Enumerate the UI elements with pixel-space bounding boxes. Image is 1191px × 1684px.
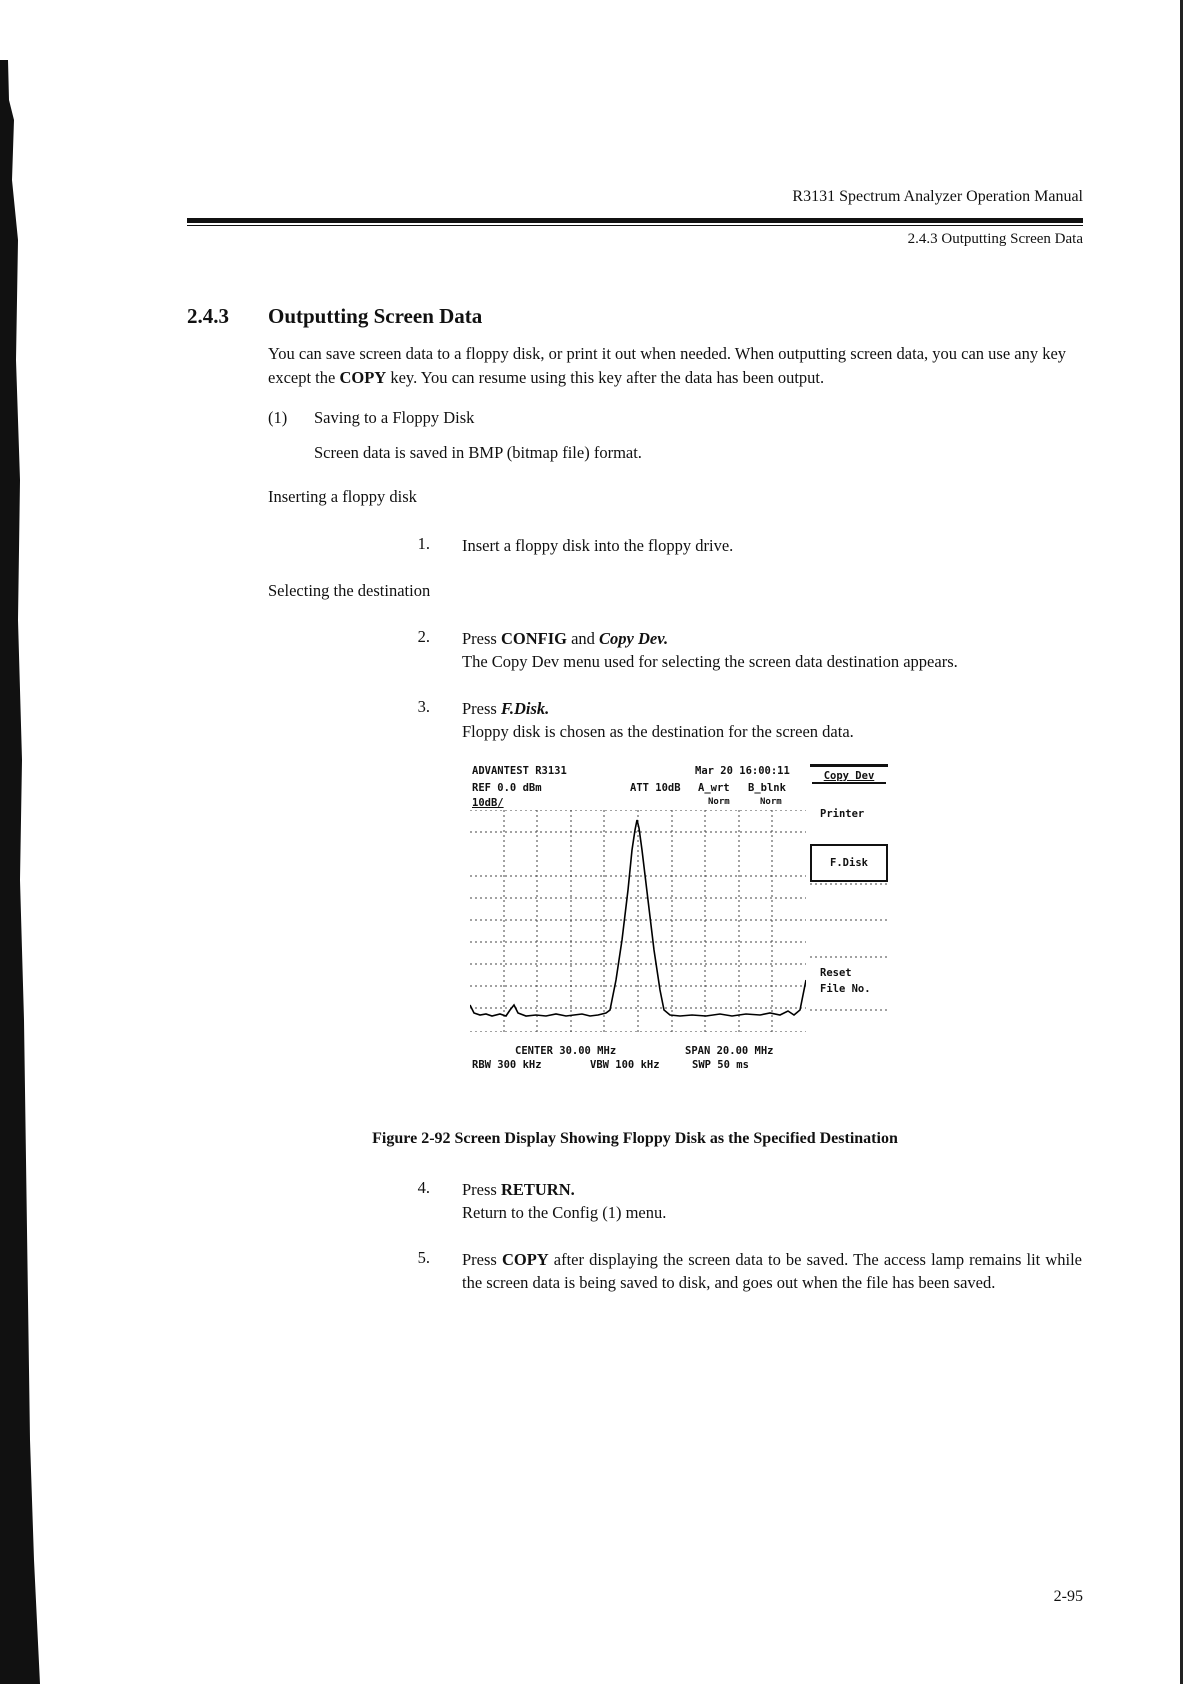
step2-number: 2. — [417, 627, 430, 646]
section-title: Outputting Screen Data — [268, 304, 483, 328]
page-number: 2-95 — [1053, 1588, 1083, 1605]
step3-press: Press — [462, 699, 501, 718]
softkey-fdisk-selected: F.Disk — [810, 844, 888, 882]
screen-center-freq: CENTER 30.00 MHz — [515, 1045, 617, 1057]
analyzer-screen-figure — [470, 762, 915, 1102]
header-rule — [187, 218, 1083, 223]
item1-title: Saving to a Floppy Disk — [314, 408, 475, 427]
step2-desc: The Copy Dev menu used for selecting the screen data destination appears. — [462, 652, 958, 671]
subhead-selecting: Selecting the destination — [268, 581, 431, 600]
softkey-file-no: File No. — [820, 983, 871, 995]
item1-text: Screen data is saved in BMP (bitmap file) format. — [314, 443, 642, 462]
section-number: 2.4.3 — [187, 304, 229, 328]
menu-title: Copy Dev — [812, 770, 886, 784]
screen-datetime: Mar 20 16:00:11 — [695, 765, 790, 777]
step2-text — [462, 627, 1082, 673]
step5-press: Press — [462, 1250, 502, 1269]
header-section-ref: 2.4.3 Outputting Screen Data — [907, 231, 1083, 247]
step5-text — [462, 1248, 1082, 1294]
step2-and: and — [566, 629, 600, 648]
step5-number: 5. — [417, 1248, 430, 1267]
screen-trace-b: B_blnk — [748, 782, 786, 794]
step4-number: 4. — [417, 1178, 430, 1197]
step4-press: Press — [462, 1180, 501, 1199]
header-rule-thin — [187, 225, 1083, 226]
step3-text — [462, 697, 1082, 743]
step4-desc: Return to the Config (1) menu. — [462, 1203, 667, 1222]
config-key: CONFIG — [500, 629, 567, 648]
screen-brand: ADVANTEST R3131 — [472, 765, 567, 777]
softkey-printer: Printer — [820, 808, 865, 820]
figure-caption: Figure 2-92 Screen Display Showing Floppy Disk as the Specified Destination — [372, 1130, 898, 1147]
softkey-reset: Reset — [820, 967, 852, 979]
screen-scale: 10dB/ — [472, 797, 504, 809]
menu-separators — [810, 762, 892, 1032]
spectrum-graticule — [470, 810, 806, 1032]
step4-text — [462, 1178, 1082, 1224]
scan-edge-left — [0, 60, 40, 1684]
screen-vbw: VBW 100 kHz — [590, 1059, 660, 1071]
step3-number: 3. — [417, 697, 430, 716]
copy-key-step5: COPY — [501, 1250, 549, 1269]
header-manual-title: R3131 Spectrum Analyzer Operation Manual — [792, 188, 1083, 205]
screen-attenuation: ATT 10dB — [630, 782, 681, 794]
copy-dev-softkey: Copy Dev. — [599, 629, 669, 648]
scan-edge-right — [1180, 0, 1183, 1684]
step3-desc: Floppy disk is chosen as the destination for the screen data. — [462, 722, 854, 741]
intro-text-after: key. You can resume using this key after the data has been output. — [386, 368, 825, 387]
screen-span: SPAN 20.00 MHz — [685, 1045, 774, 1057]
subhead-inserting: Inserting a floppy disk — [268, 487, 417, 506]
screen-ref-level: REF 0.0 dBm — [472, 782, 542, 794]
intro-text-before: You can save screen data to a floppy disk, or print it out when needed. When outputting screen data, you can use any key except the — [268, 344, 1067, 387]
step1-text: Insert a floppy disk into the floppy drive. — [462, 536, 734, 555]
copy-key: COPY — [339, 368, 387, 387]
screen-norm-a: Norm — [708, 797, 730, 807]
screen-trace-a: A_wrt — [698, 782, 730, 794]
fdisk-softkey: F.Disk. — [500, 699, 550, 718]
screen-sweep: SWP 50 ms — [692, 1059, 749, 1071]
item1-number: (1) — [268, 408, 288, 427]
step5-rest: after displaying the screen data to be saved. The access lamp remains lit while the screen data is being saved to disk, and goes out when the file has been saved. — [462, 1250, 1082, 1292]
return-key: RETURN. — [500, 1180, 575, 1199]
step1-number: 1. — [417, 534, 430, 553]
step2-press: Press — [462, 629, 501, 648]
intro-paragraph — [268, 342, 1083, 390]
screen-rbw: RBW 300 kHz — [472, 1059, 542, 1071]
screen-norm-b: Norm — [760, 797, 782, 807]
